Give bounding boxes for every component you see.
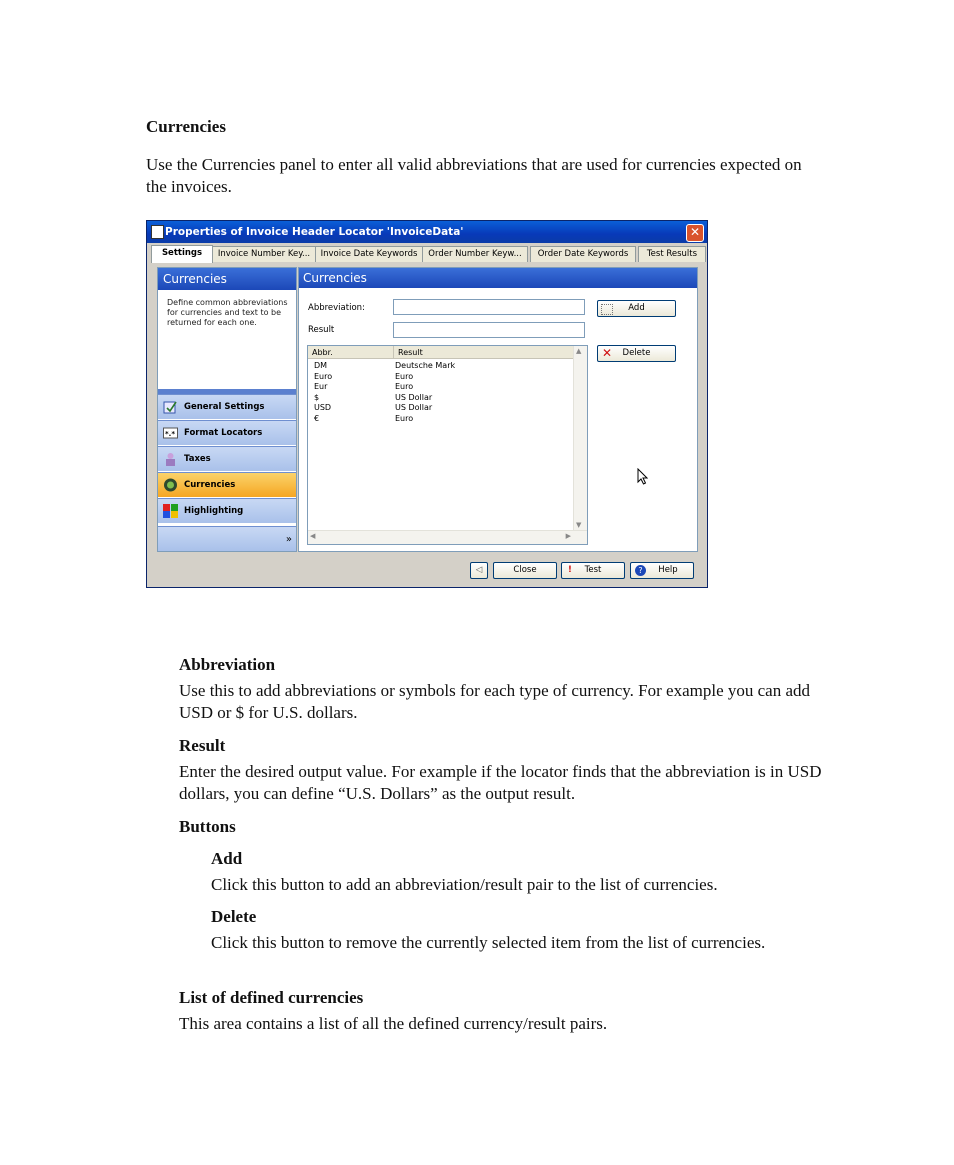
scroll-up-icon[interactable]: ▲ bbox=[576, 347, 582, 355]
desc-list-of-defined-currencies: This area contains a list of all the defined currency/result pairs. bbox=[179, 1014, 608, 1033]
result-cell: US Dollar bbox=[395, 403, 433, 412]
taxes-icon bbox=[163, 452, 178, 466]
help-button-label: Help bbox=[658, 565, 678, 575]
warning-icon: ! bbox=[568, 565, 572, 575]
add-button-label: Add bbox=[628, 303, 645, 313]
table-row[interactable] bbox=[308, 372, 573, 383]
scroll-right-icon[interactable]: ▶ bbox=[565, 532, 571, 540]
dialog-button-bar bbox=[147, 559, 707, 587]
currencies-icon bbox=[163, 478, 178, 492]
vertical-scrollbar[interactable] bbox=[573, 346, 587, 530]
table-row[interactable] bbox=[308, 414, 573, 425]
desc-add: Click this button to add an abbreviation/result pair to the list of currencies. bbox=[211, 875, 718, 894]
result-cell: Euro bbox=[395, 371, 414, 381]
result-cell: US Dollar bbox=[395, 392, 433, 402]
nav-label: Taxes bbox=[184, 454, 211, 464]
delete-icon: ✕ bbox=[602, 346, 613, 360]
svg-text:*.*: *.* bbox=[165, 430, 175, 438]
term-delete: Delete bbox=[211, 907, 257, 926]
table-row[interactable] bbox=[308, 393, 573, 404]
scroll-down-icon[interactable]: ▼ bbox=[576, 521, 582, 529]
tab-order-date-keywords[interactable]: Order Date Keywords bbox=[530, 246, 636, 262]
tab-strip bbox=[149, 245, 705, 263]
abbr-cell: USD bbox=[314, 403, 332, 412]
tab-test-results[interactable]: Test Results bbox=[638, 246, 706, 262]
nav-label: Format Locators bbox=[184, 428, 263, 438]
term-add: Add bbox=[211, 849, 243, 868]
nav-highlighting[interactable] bbox=[158, 498, 296, 523]
test-button-label: Test bbox=[584, 565, 602, 575]
term-result: Result bbox=[179, 736, 226, 755]
help-icon: ? bbox=[635, 565, 646, 576]
abbr-cell: $ bbox=[314, 392, 320, 402]
close-button[interactable]: Close bbox=[493, 562, 557, 579]
back-arrow-icon: ◁ bbox=[475, 565, 483, 575]
nav-general-settings[interactable] bbox=[158, 394, 296, 419]
right-pane bbox=[298, 267, 698, 552]
nav-more-button[interactable]: » bbox=[158, 526, 296, 551]
delete-button[interactable] bbox=[597, 345, 676, 362]
right-pane-header: Currencies bbox=[299, 268, 697, 288]
result-cell: Deutsche Mark bbox=[395, 361, 456, 370]
abbr-cell: € bbox=[314, 413, 320, 423]
term-buttons: Buttons bbox=[179, 817, 236, 836]
left-pane bbox=[157, 267, 297, 552]
currency-list[interactable] bbox=[307, 345, 588, 545]
abbreviation-input[interactable] bbox=[393, 299, 585, 315]
result-cell: Euro bbox=[395, 413, 414, 423]
properties-dialog bbox=[146, 220, 708, 588]
term-list-of-defined-currencies: List of defined currencies bbox=[179, 988, 364, 1007]
column-header-abbr[interactable]: Abbr. bbox=[308, 346, 394, 359]
column-header-result[interactable]: Result bbox=[394, 346, 573, 359]
scroll-left-icon[interactable]: ◀ bbox=[310, 532, 316, 540]
desc-result: Enter the desired output value. For example if the locator finds that the abbreviation is in USD dollars, you can define “U.S. Dollars” as the output result. bbox=[179, 762, 822, 803]
title-bar bbox=[147, 221, 707, 243]
add-button[interactable] bbox=[597, 300, 676, 317]
mouse-cursor-icon bbox=[637, 468, 648, 485]
app-icon bbox=[151, 225, 164, 239]
table-row[interactable] bbox=[308, 361, 573, 372]
abbr-cell: Eur bbox=[314, 382, 328, 391]
tab-settings[interactable]: Settings bbox=[151, 245, 213, 263]
left-pane-header: Currencies bbox=[158, 268, 296, 290]
tab-order-number-keywords[interactable]: Order Number Keyw... bbox=[422, 246, 528, 262]
tab-invoice-date-keywords[interactable]: Invoice Date Keywords bbox=[315, 246, 423, 262]
nav-label: Currencies bbox=[184, 480, 236, 490]
close-window-button[interactable]: ✕ bbox=[686, 224, 704, 242]
back-button[interactable] bbox=[470, 562, 488, 579]
format-locator-icon bbox=[163, 426, 178, 440]
table-row[interactable] bbox=[308, 382, 573, 393]
delete-button-label: Delete bbox=[622, 348, 651, 358]
desc-abbreviation: Use this to add abbreviations or symbols for each type of currency. For example you can add USD or $ for U.S. dollars. bbox=[179, 681, 811, 722]
highlighting-icon bbox=[163, 504, 178, 518]
abbreviation-label: Abbreviation: bbox=[308, 303, 365, 313]
result-cell: Euro bbox=[395, 382, 414, 391]
settings-icon bbox=[163, 400, 178, 414]
horizontal-scrollbar[interactable] bbox=[308, 530, 587, 544]
result-label: Result bbox=[308, 325, 335, 335]
nav-label: General Settings bbox=[184, 402, 265, 412]
section-title: Currencies bbox=[146, 117, 226, 136]
result-input[interactable] bbox=[393, 322, 585, 338]
intro-paragraph: Use the Currencies panel to enter all valid abbreviations that are used for currencies expected on the invoices. bbox=[146, 155, 802, 196]
nav-label: Highlighting bbox=[184, 506, 244, 516]
dialog-title: Properties of Invoice Header Locator 'InvoiceData' bbox=[165, 226, 464, 238]
abbr-cell: DM bbox=[314, 361, 328, 370]
add-icon bbox=[601, 304, 613, 315]
abbr-cell: Euro bbox=[314, 371, 333, 381]
tab-invoice-number-keywords[interactable]: Invoice Number Key... bbox=[212, 246, 316, 262]
nav-currencies[interactable] bbox=[158, 472, 296, 497]
nav-format-locators[interactable] bbox=[158, 420, 296, 445]
desc-delete: Click this button to remove the currently selected item from the list of currencies. bbox=[211, 933, 766, 952]
left-pane-description: Define common abbreviations for currencies and text to be returned for each one. bbox=[167, 298, 288, 327]
nav-taxes[interactable] bbox=[158, 446, 296, 471]
help-button[interactable] bbox=[630, 562, 694, 579]
table-row[interactable] bbox=[308, 403, 573, 414]
term-abbreviation: Abbreviation bbox=[179, 655, 276, 674]
test-button[interactable] bbox=[561, 562, 625, 579]
